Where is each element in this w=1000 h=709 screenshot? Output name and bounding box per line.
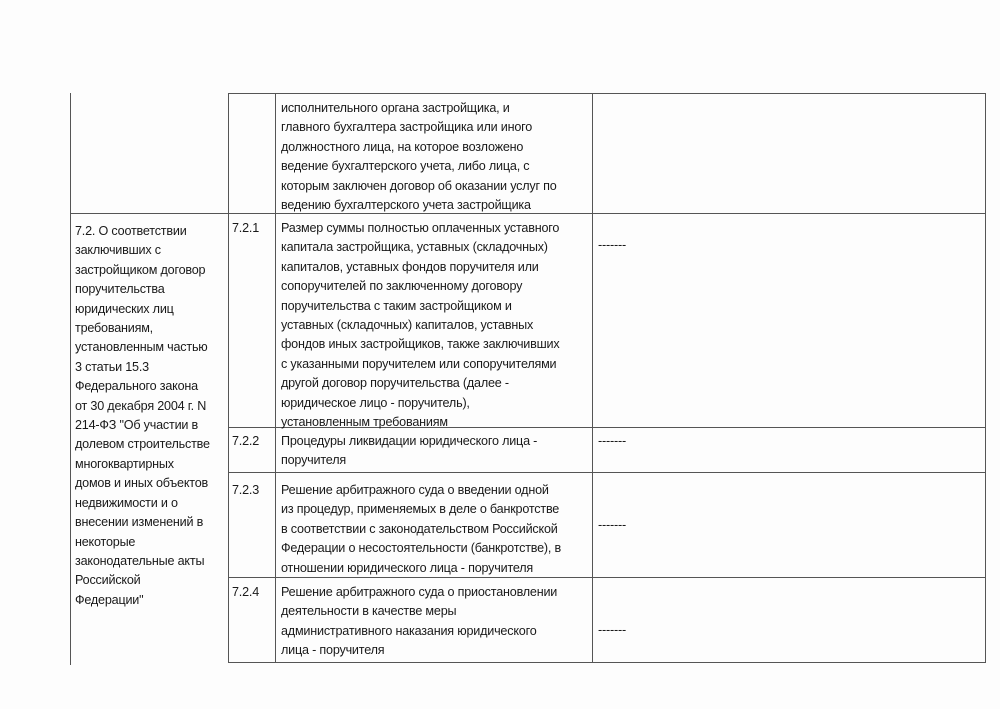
section-title: 7.2. О соответствии заключивших с застройщиком договор поручительства юридических лиц требованиям, установленным частью 3 статьи 15.3 Федерального закона от 30 декабря 2004 г. N 214-ФЗ "Об участии в долевом строительстве многоквартирных домов и иных объектов недвижимости и о внесении изменений в некоторые законодательные акты Российской Федерации" xyxy=(75,224,210,607)
row-text: Процедуры ликвидации юридического лица - поручителя xyxy=(281,434,538,468)
row-value: ------- xyxy=(598,238,626,252)
row-value: ------- xyxy=(598,434,626,448)
row-value: ------- xyxy=(598,518,626,532)
table-border xyxy=(228,472,986,473)
table-border xyxy=(70,93,71,665)
row-text: Решение арбитражного суда о введении одной из процедур, применяемых в деле о банкротстве в соответствии с законодательством Российской Федерации о несостоятельности (банкротстве), в отношении юридического лица - поручителя xyxy=(281,483,562,575)
row-number: 7.2.3 xyxy=(232,483,260,497)
row-text: Решение арбитражного суда о приостановлении деятельности в качестве меры административного наказания юридического лица - поручителя xyxy=(281,585,558,658)
table-border xyxy=(228,662,986,663)
continued-row-text: исполнительного органа застройщика, и главного бухгалтера застройщика или иного должностного лица, на которое возложено ведение бухгалтерского учета, либо лица, с которым заключен договор об оказании услуг по ведению бухгалтерского учета застройщика xyxy=(281,101,557,213)
row-number: 7.2.4 xyxy=(232,585,260,599)
table-border xyxy=(228,93,986,94)
row-number: 7.2.2 xyxy=(232,434,260,448)
row-value: ------- xyxy=(598,623,626,637)
row-number: 7.2.1 xyxy=(232,221,260,235)
row-text: Размер суммы полностью оплаченных уставного капитала застройщика, уставных (складочных) капиталов, уставных фондов поручителя или сопоручителей по заключенному договору поручительства с таким застройщиком и уставных (складочных) капиталов, уставных фондов иных застройщиков, также заключивших с указанными поручителем или сопоручителями другой договор поручительства (далее - юридическое лицо - поручитель), установленным требованиям xyxy=(281,221,560,430)
